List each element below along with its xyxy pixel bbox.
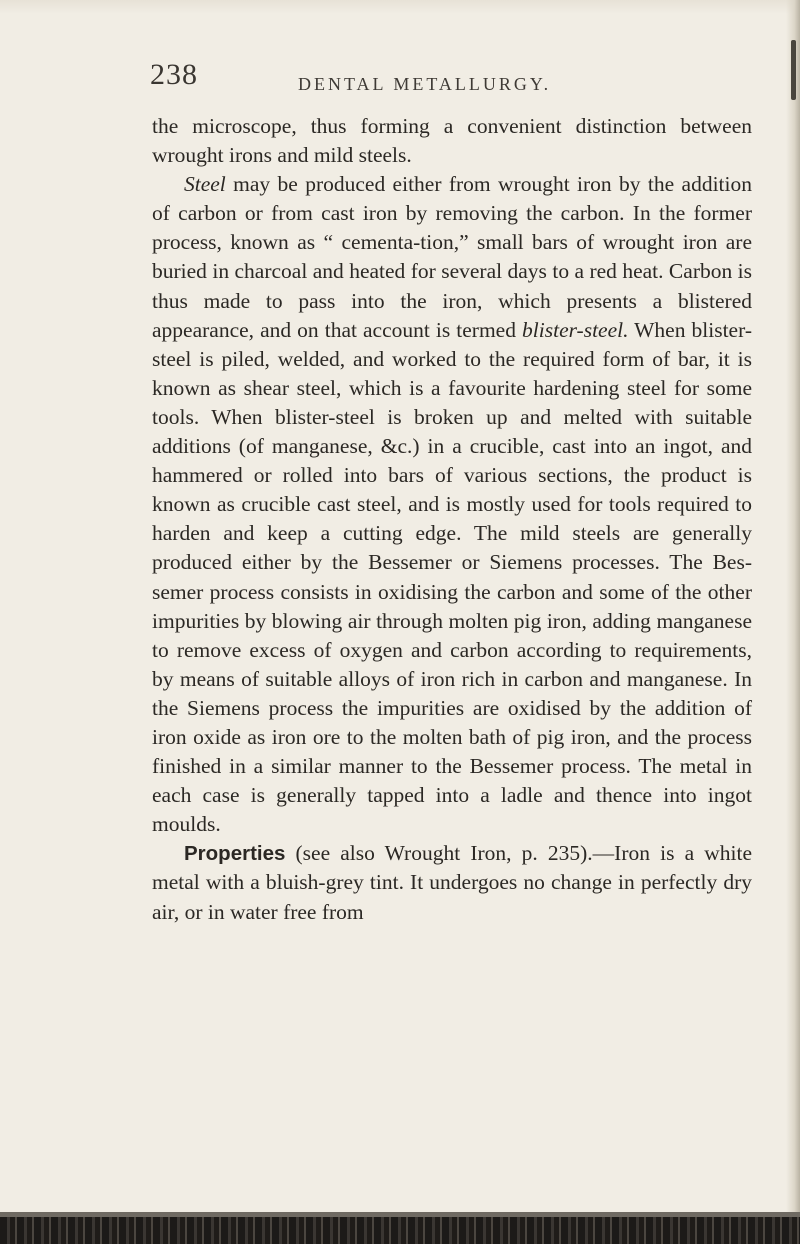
lead-term-steel: Steel [184, 172, 226, 197]
page-right-edge [786, 0, 800, 1244]
running-head [150, 58, 790, 98]
paragraph-steel [152, 170, 752, 839]
page-number: 238 [150, 58, 198, 91]
paragraph-text: (see also Wrought Iron, p. 235).—Iron is a white metal with a bluish-grey tint. It undergoes no change in perfectly dry air, or in water free from [152, 841, 752, 924]
paragraph-continuation [152, 112, 752, 170]
running-title: DENTAL METALLURGY. [298, 74, 552, 94]
paragraph-properties [152, 839, 752, 926]
paragraph-text: When blister-steel is piled, welded, and worked to the required form of bar, it is known as shear steel, which is a favourite hardening steel for some tools. When blister-steel is broken up and melted with suitable additions (of manganese, &c.) in a crucible, cast into an ingot, and hammered or rolled into bars of various sections, the product is known as crucible cast steel, and is mostly used for tools required to harden and keep a cutting edge. The mild steels are generally produced either by the Bessemer or Siemens processes. The Bes-semer process consists in oxidising the carbon and some of the other impurities by blowing air through molten pig iron, adding manganese to remove excess of oxygen and carbon according to requirements, by means of suitable alloys of iron rich in carbon and manganese. In the Siemens process the impurities are oxidised by the addition of iron oxide as iron ore to the molten bath of pig iron, and the process finished in a similar manner to the Bessemer process. The metal in each case is generally tapped into a ladle and thence into ingot moulds. [152, 317, 752, 837]
scanner-bottom-edge [0, 1212, 800, 1244]
section-heading-properties: Properties [184, 842, 286, 866]
page-top-edge [0, 0, 800, 14]
binding-mark [791, 40, 796, 100]
page-body [152, 112, 752, 927]
paragraph-text: may be produced either from wrought iron by the addition of carbon or from cast iron by removing the carbon. In the former process, known as “ cementa-tion,” small bars of wrought iron are buried in charcoal and heated for several days to a red heat. Carbon is thus made to pass into the iron, which presents a blistered appearance, and on that account is termed [152, 172, 752, 342]
term-blister-steel: blister-steel. [522, 317, 629, 342]
paragraph-text: the microscope, thus forming a convenient distinction between wrought irons and mild steels. [152, 114, 752, 168]
